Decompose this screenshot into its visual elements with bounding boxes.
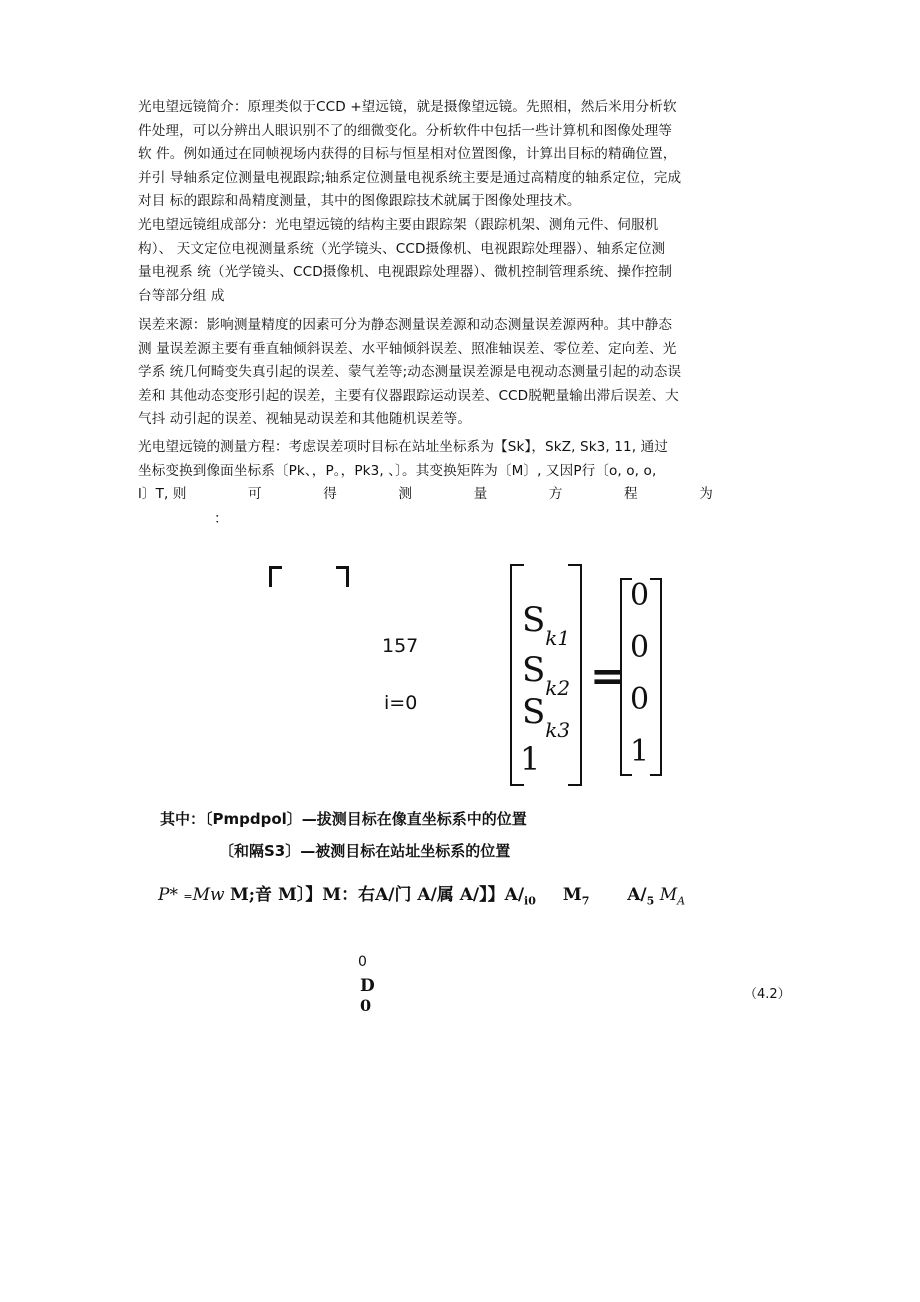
formula-line — [158, 880, 685, 907]
formula-ma: M — [659, 885, 678, 905]
corner-bracket-left — [269, 566, 282, 587]
paragraph-line: 量电视系 统（光学镜头、CCD摄像机、电视跟踪处理器）、微机控制管理系统、操作控制 — [138, 264, 673, 280]
corner-bracket-right — [336, 566, 349, 587]
formula-mw: Mw — [192, 885, 225, 905]
paragraph-line: 对目 标的跟踪和咼精度测量，其中的图像跟踪技术就属于图像处理技术。 — [138, 193, 581, 209]
result-entry: 0 — [630, 682, 650, 717]
spaced-word: 为 — [699, 486, 713, 502]
paragraph-line: 件处理，可以分辨出人眼识别不了的细微变化。分析软件中包括一些计算机和图像处理等 — [138, 122, 673, 139]
result-entry: 0 — [630, 630, 650, 665]
equation-number: （4.2） — [744, 987, 791, 1002]
paragraph-line: 构）、 天文定位电视测量系统（光学镜头、CCD摄像机、电视跟踪处理器）、轴系定位测 — [138, 240, 666, 257]
intro-paragraph — [138, 96, 788, 214]
where-line-2: 〔和隔S3〕—被测目标在站址坐标系的位置 — [219, 842, 511, 860]
spaced-word: 量 — [473, 486, 488, 502]
vector-entry: $S_{k3}$ — [522, 692, 571, 742]
formula-p: P* — [158, 885, 178, 905]
vector-entry: $S_{k2}$ — [522, 650, 571, 700]
result-entry: 1 — [630, 734, 650, 769]
paragraph-line: 光电望远镜组成部分：光电望远镜的结构主要由跟踪架（跟踪机架、测角元件、伺服机 — [138, 217, 659, 233]
equals-sign: = — [590, 651, 626, 700]
formula-a5: A/ — [627, 885, 647, 905]
bottom-zero-bottom: 0 — [360, 996, 372, 1015]
paragraph-line: 光电望远镜简介：原理类似于CCD +望远镜，就是摄像望远镜。先照相，然后米用分析软 — [138, 99, 677, 115]
spaced-word: 可 — [248, 486, 262, 502]
spaced-line — [138, 483, 713, 507]
paragraph-line: 坐标变换到像面坐标系〔Pk、，P。，Pk3, 、〕。其变换矩阵为〔M〕, 又因P行〔o, o, o, — [138, 462, 657, 479]
formula-sub: A — [677, 894, 686, 908]
formula-sub: 7 — [581, 894, 590, 908]
spaced-word: 测 — [398, 486, 413, 502]
paragraph-line: 气抖 动引起的误差、视轴晃动误差和其他随机误差等。 — [138, 411, 472, 427]
error-sources-paragraph — [138, 314, 788, 432]
paragraph-line: 差和 其他动态变形引起的误差，主要有仪器跟踪运动误差、CCD脱靶量输出滞后误差、大 — [138, 387, 679, 404]
spaced-word: 得 — [323, 486, 337, 502]
paragraph-line: 学系 统几何畸变失真引起的误差、蒙气差等;动态测量误差源是电视动态测量引起的动态误 — [138, 364, 682, 380]
paragraph-line: 误差来源：影响测量精度的因素可分为静态测量误差源和动态测量误差源两种。其中静态 — [138, 317, 673, 333]
formula-eq: = — [183, 890, 193, 903]
paragraph-line: 测 量误差源主要有垂直轴倾斜误差、水平轴倾斜误差、照准轴误差、零位差、定向差、光 — [138, 340, 677, 357]
bottom-d-letter: D — [360, 976, 375, 996]
result-bracket-right — [650, 578, 662, 776]
equation-colon: ： — [214, 511, 228, 527]
vector-entry: $S_{k1}$ — [522, 600, 571, 650]
vector-entry: 1 — [520, 740, 541, 778]
spaced-word: 方 — [548, 486, 563, 502]
paragraph-line: 台等部分组 成 — [138, 287, 225, 304]
spaced-word: 程 — [624, 486, 638, 502]
components-paragraph — [138, 214, 788, 308]
bottom-zero-top: 0 — [358, 954, 367, 970]
label-157: 157 — [382, 635, 419, 657]
result-entry: 0 — [630, 578, 650, 613]
formula-sub: i0 — [524, 894, 536, 908]
formula-sub: 5 — [646, 894, 655, 908]
where-line-1: 其中：〔Pmpdpol〕—拔测目标在像直坐标系中的位置 — [160, 810, 527, 828]
equation-paragraph — [138, 436, 788, 507]
spaced-word: l〕T, 则 — [138, 486, 187, 502]
label-i0: i=0 — [384, 692, 418, 714]
formula-m7: M — [562, 885, 582, 905]
paragraph-line: 并引 导轴系定位测量电视跟踪;轴系定位测量电视系统主要是通过高精度的轴系定位，完成 — [138, 169, 682, 186]
paragraph-line: 软 件。例如通过在同帧视场内获得的目标与恒星相对位置图像，计算出目标的精确位置， — [138, 146, 677, 162]
formula-rest: M;音 M〕】M：右A/门 A/属 A/】】A/ — [229, 885, 525, 905]
paragraph-line: 光电望远镜的测量方程：考虑误差项时目标在站址坐标系为【Sk】，SkZ, Sk3, 11, 通过 — [138, 439, 668, 455]
